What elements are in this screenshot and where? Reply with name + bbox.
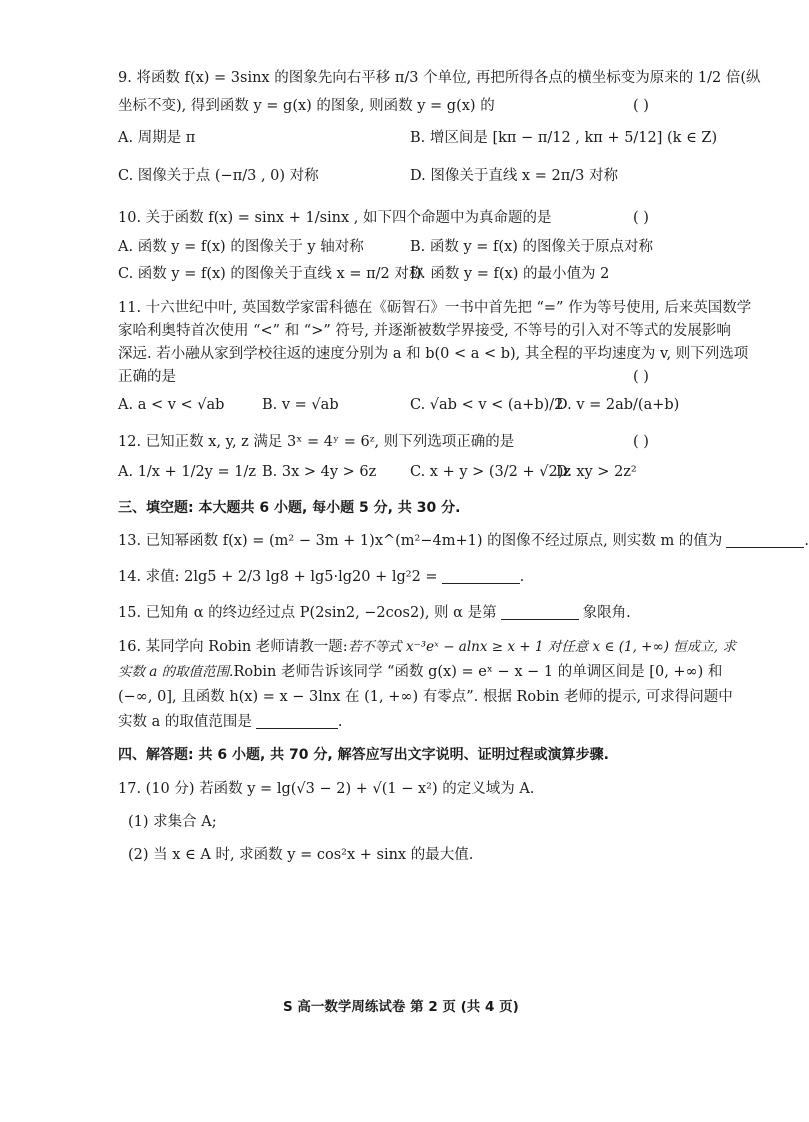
q9-line1: 9. 将函数 f(x) = 3sinx 的图象先向右平移 π/3 个单位, 再把所得各点的横坐标变为原来的 1/2 倍(纵	[118, 70, 761, 86]
q12-line1: 12. 已知正数 x, y, z 满足 3ˣ = 4ʸ = 6ᶻ, 则下列选项正确的是	[118, 434, 515, 450]
q12-option-d: D. xy > 2z²	[556, 464, 637, 480]
q11-option-a: A. a < v < √ab	[118, 397, 225, 413]
q9-line2: 坐标不变), 得到函数 y = g(x) 的图象, 则函数 y = g(x) 的	[118, 98, 495, 114]
q15-answer-blank[interactable]	[501, 603, 579, 620]
q16-line1-quote: 若不等式 x⁻³eˣ − alnx ≥ x + 1 对任意 x ∈ (1, +∞) 恒成立, 求	[347, 639, 736, 655]
q16-end: .	[337, 714, 343, 730]
q11-option-b: B. v = √ab	[262, 397, 339, 413]
q14-answer-blank[interactable]	[442, 567, 520, 584]
q11-line1: 11. 十六世纪中叶, 英国数学家雷科德在《砺智石》一书中首先把 “=” 作为等号使用, 后来英国数学	[118, 300, 752, 316]
q9-option-d: D. 图像关于直线 x = 2π/3 对称	[410, 168, 618, 184]
q16-line2-quote: 实数 a 的取值范围.	[118, 664, 234, 680]
q10-line1: 10. 关于函数 f(x) = sinx + 1/sinx , 如下四个命题中为真命题的是	[118, 210, 552, 226]
q14-end: .	[519, 569, 525, 585]
q11-option-c: C. √ab < v < (a+b)/2	[410, 397, 564, 413]
q12-option-c: C. x + y > (3/2 + √2)z	[410, 464, 572, 480]
q10-answer-paren: ( )	[633, 210, 649, 226]
q9-option-c: C. 图像关于点 (−π/3 , 0) 对称	[118, 168, 319, 184]
q16-stem: 实数 a 的取值范围是	[118, 714, 252, 730]
page-footer: S 高一数学周练试卷 第 2 页 (共 4 页)	[283, 999, 519, 1015]
q10-option-d: D. 函数 y = f(x) 的最小值为 2	[410, 266, 610, 282]
q10-option-a: A. 函数 y = f(x) 的图像关于 y 轴对称	[118, 239, 364, 255]
section-3-heading: 三、填空题: 本大题共 6 小题, 每小题 5 分, 共 30 分.	[118, 500, 461, 516]
q10-option-c: C. 函数 y = f(x) 的图像关于直线 x = π/2 对称	[118, 266, 424, 282]
q11-option-d: D. v = 2ab/(a+b)	[556, 397, 680, 413]
q16-line4	[118, 712, 342, 732]
q16-line1-lead: 16. 某同学向 Robin 老师请教一题:	[118, 639, 348, 655]
q13-end: .	[804, 533, 809, 549]
q13-answer-blank[interactable]	[726, 531, 804, 548]
section-4-heading: 四、解答题: 共 6 小题, 共 70 分, 解答应写出文字说明、证明过程或演算步骤.	[118, 747, 609, 763]
q17-part2: (2) 当 x ∈ A 时, 求函数 y = cos²x + sinx 的最大值.	[128, 847, 474, 863]
q12-option-a: A. 1/x + 1/2y = 1/z	[118, 464, 256, 480]
q12-answer-paren: ( )	[633, 434, 649, 450]
q13-text	[118, 531, 809, 551]
q15-text	[118, 603, 631, 623]
q16-line2	[118, 662, 722, 682]
q13-stem: 13. 已知幂函数 f(x) = (m² − 3m + 1)x^(m²−4m+1) 的图像不经过原点, 则实数 m 的值为	[118, 533, 723, 549]
q9-answer-paren: ( )	[633, 98, 649, 114]
q15-end: 象限角.	[582, 605, 631, 621]
q14-stem: 14. 求值: 2lg5 + 2/3 lg8 + lg5·lg20 + lg²2 =	[118, 569, 438, 585]
q9-option-b: B. 增区间是 [kπ − π/12 , kπ + 5/12] (k ∈ Z)	[410, 130, 718, 146]
q11-line2: 家哈利奥特首次使用 “<” 和 “>” 符号, 并逐渐被数学界接受, 不等号的引入对不等式的发展影响	[118, 323, 731, 339]
q11-line4: 正确的是	[118, 369, 176, 385]
q16-line1	[118, 637, 736, 657]
q14-text	[118, 567, 524, 587]
q12-option-b: B. 3x > 4y > 6z	[262, 464, 377, 480]
q11-line3: 深远. 若小融从家到学校往返的速度分别为 a 和 b(0 < a < b), 其全程的平均速度为 v, 则下列选项	[118, 346, 749, 362]
q17-line1: 17. (10 分) 若函数 y = lg(√3 − 2) + √(1 − x²) 的定义域为 A.	[118, 781, 535, 797]
q17-part1: (1) 求集合 A;	[128, 814, 217, 830]
q16-line2-rest: Robin 老师告诉该同学 “函数 g(x) = eˣ − x − 1 的单调区间是 [0, +∞) 和	[233, 664, 723, 680]
q11-answer-paren: ( )	[633, 369, 649, 385]
q10-option-b: B. 函数 y = f(x) 的图像关于原点对称	[410, 239, 654, 255]
q15-stem: 15. 已知角 α 的终边经过点 P(2sin2, −2cos2), 则 α 是第	[118, 605, 497, 621]
q16-answer-blank[interactable]	[256, 712, 338, 729]
q9-option-a: A. 周期是 π	[118, 130, 196, 146]
q16-line3: (−∞, 0], 且函数 h(x) = x − 3lnx 在 (1, +∞) 有零点”. 根据 Robin 老师的提示, 可求得问题中	[118, 689, 733, 705]
